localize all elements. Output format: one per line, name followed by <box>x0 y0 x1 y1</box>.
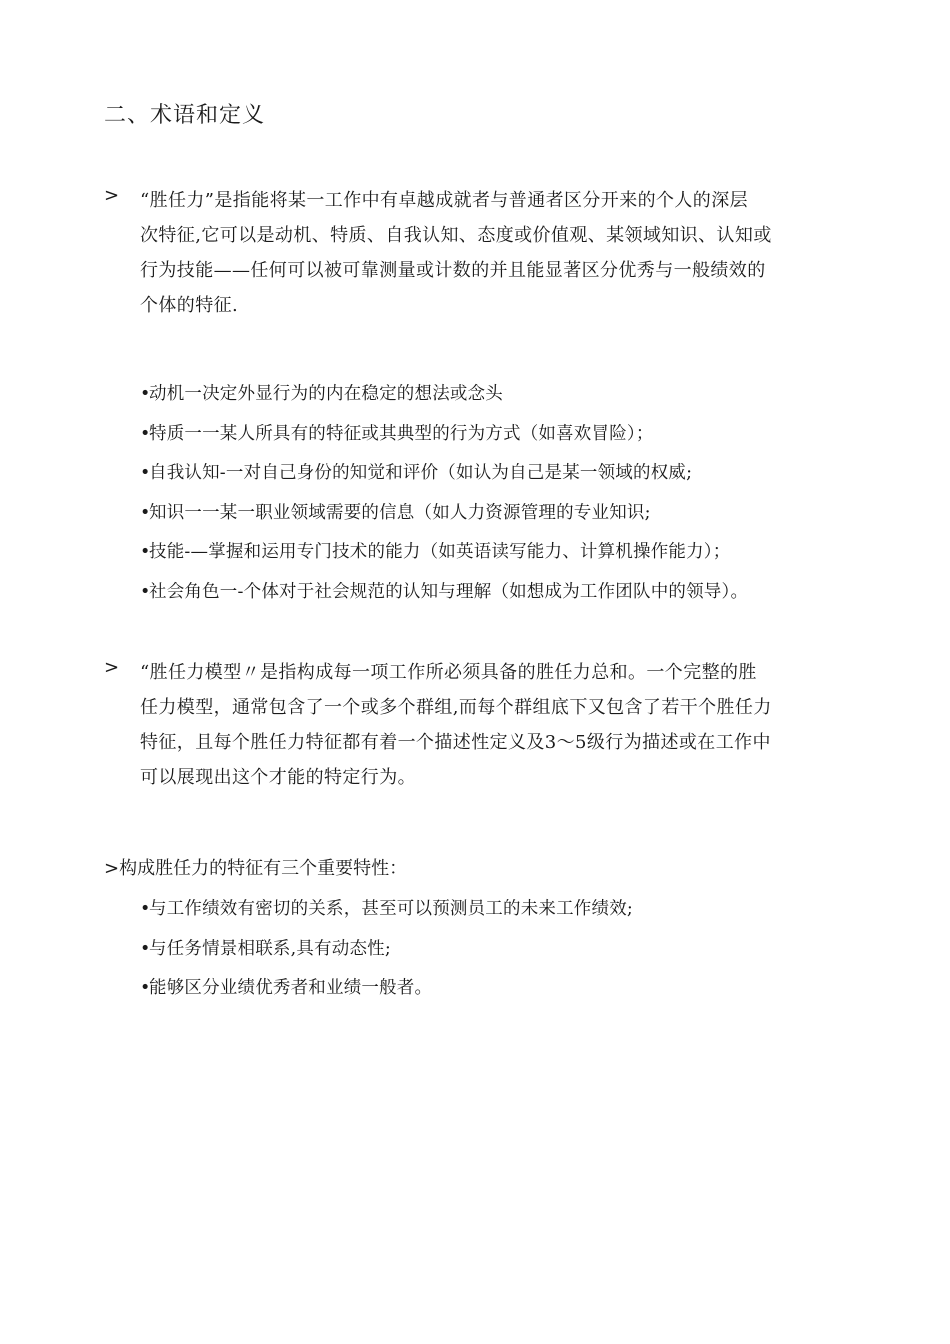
list-item-text: 自我认知-一对自己身份的知觉和评价（如认为自己是某一领域的权威; <box>149 463 693 483</box>
list-item <box>140 579 748 619</box>
list-item-text: 特质一一某人所具有的特征或其典型的行为方式（如喜欢冒险）； <box>149 423 654 444</box>
list-item-text: 社会角色一-个体对于社会规范的认知与理解（如想成为工作团队中的领导）。 <box>149 581 749 602</box>
competency-model-paragraph <box>104 655 844 795</box>
bullet-icon: • <box>140 978 151 998</box>
bullet-icon: • <box>140 899 151 919</box>
list-item <box>140 381 748 421</box>
list-item <box>140 460 748 500</box>
list-item <box>140 936 633 976</box>
characteristics-heading <box>104 856 407 882</box>
list-item-text: 能够区分业绩优秀者和业绩一般者。 <box>149 978 433 998</box>
list-item <box>140 539 748 579</box>
characteristics-heading-text: 构成胜任力的特征有三个重要特性： <box>119 858 408 879</box>
list-item <box>140 975 633 1015</box>
arrow-marker-icon: > <box>104 858 120 879</box>
arrow-marker-icon: > <box>104 657 120 678</box>
list-item <box>140 896 633 936</box>
bullet-icon: • <box>140 542 151 562</box>
list-item-text: 与工作绩效有密切的关系，甚至可以预测员工的未来工作绩效; <box>149 899 633 919</box>
list-item <box>140 500 748 540</box>
competency-types-list <box>140 381 748 618</box>
bullet-icon: • <box>140 423 151 444</box>
competency-definition-text: “胜任力”是指能将某一工作中有卓越成就者与普通者区分开来的个人的深层 次特征,它可以是动机、特质、自我认知、态度或价值观、某领域知识、认知或 行为技能——任何可以被可靠测量或计数的并且能显著区分优秀与一般绩效的 个体的特征. <box>140 190 772 316</box>
bullet-icon: • <box>140 384 151 404</box>
list-item-text: 与任务情景相联系,具有动态性; <box>149 938 391 959</box>
competency-definition-paragraph <box>104 183 844 323</box>
bullet-icon: • <box>140 463 151 483</box>
bullet-icon: • <box>140 581 151 602</box>
characteristics-list <box>140 896 633 1015</box>
bullet-icon: • <box>140 502 151 523</box>
list-item-text: 技能-—掌握和运用专门技术的能力（如英语读写能力、计算机操作能力）； <box>149 542 731 562</box>
list-item <box>140 421 748 461</box>
arrow-marker-icon: > <box>104 185 120 206</box>
competency-model-text: “胜任力模型〃是指构成每一项工作所必须具备的胜任力总和。一个完整的胜 任力模型，通常包含了一个或多个群组,而每个群组底下又包含了若干个胜任力 特征，且每个胜任力特征都有着一个描述性定义及3〜5级行为描述或在工作中 可以展现出这个才能的特定行为。 <box>140 662 772 788</box>
list-item-text: 知识一一某一职业领域需要的信息（如人力资源管理的专业知识; <box>149 502 651 523</box>
section-heading: 二、术语和定义 <box>104 103 266 128</box>
list-item-text: 动机一决定外显行为的内在稳定的想法或念头 <box>149 384 503 404</box>
bullet-icon: • <box>140 938 151 959</box>
